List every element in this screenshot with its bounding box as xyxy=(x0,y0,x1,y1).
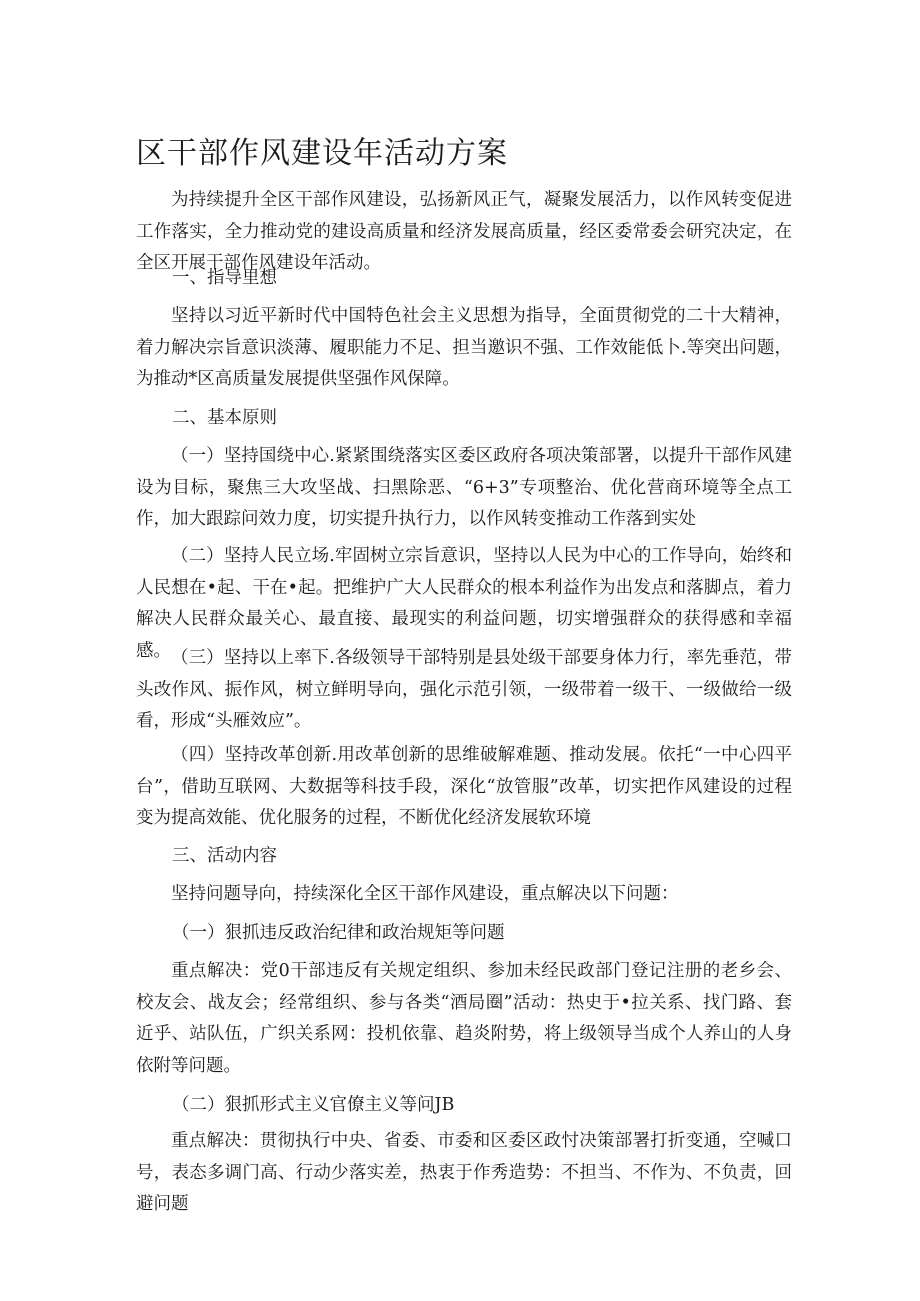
principle-paragraph-2: （二）坚持人民立场.牢固树立宗旨意识，坚持以人民为中心的工作导向，始终和人民想在•起、干在•起。把维护广大人民群众的根本利益作为出发点和落脚点，着力解决人民群众最关心、最直接、最现实的利益问题，切实增强群众的获得感和幸福感。 xyxy=(136,546,792,661)
intro-paragraph: 为持续提升全区干部作风建设，弘扬新风正气，凝聚发展活力，以作风转变促进工作落实，全力推动党的建设高质量和经济发展高质量，经区委常委会研究决定，在全区开展干部作风建设年活动。 xyxy=(136,190,792,274)
section-heading-guiding-thought: 一、指导里想 xyxy=(172,268,277,288)
item-heading-formalism: （二）狠抓形式主义官僚主义等问JB xyxy=(172,1095,455,1115)
principle-paragraph-1: （一）坚持国绕中心.紧紧围绕落实区委区政府各项决策部署，以提升干部作风建设为目标，聚焦三大攻坚战、扫黑除恶、“6+3”专项整治、优化营商环境等全点工作，加大跟踪问效力度，切实提升执行力，以作风转变推动工作落到实处 xyxy=(136,446,792,530)
principle-paragraph-3: （三）坚持以上率下.各级领导干部特别是县处级干部要身体力行，率先垂范，带头改作风、振作风，树立鲜明导向，强化示范引领，一级带着一级干、一级做给一级看，形成“头雁效应”。 xyxy=(136,648,792,732)
activity-content-intro: 坚持问题导向，持续深化全区干部作风建设，重点解决以下问题： xyxy=(171,884,679,904)
item-heading-political-discipline: （一）狠抓违反政治纪律和政治规矩等问题 xyxy=(172,923,505,943)
guiding-thought-paragraph: 坚持以习近平新时代中国特色社会主义思想为指导，全面贯彻党的二十大精神，着力解决宗旨意识淡薄、履职能力不足、担当邀识不强、工作效能低卜.等突出问题，为推动*区高质量发展提供坚强作风保障。 xyxy=(136,306,792,390)
document-title: 区干部作风建设年活动方案 xyxy=(136,136,508,171)
item-body-political-discipline: 重点解决：党0干部违反有关规定组织、参加未经民政部门登记注册的老乡会、校友会、战友会；经常组织、参与各类“酒局圈”活动：热史于•拉关系、找门路、套近乎、站队伍，广织关系网：投机依靠、趋炎附势，将上级领导当成个人养山的人身依附等问题。 xyxy=(136,961,792,1076)
principle-paragraph-4: （四）坚持改革创新.用改革创新的思维破解难题、推动发展。依托“一中心四平台”，借助互联网、大数据等科技手段，深化“放管服”改革，切实把作风建设的过程变为提高效能、优化服务的过程，不断优化经济发展软环境 xyxy=(136,745,792,829)
section-heading-activity-content: 三、活动内容 xyxy=(172,846,277,866)
section-heading-basic-principles: 二、基本原则 xyxy=(172,408,277,428)
item-body-formalism: 重点解决：贯彻执行中央、省委、市委和区委区政忖决策部署打折变通，空喊口号，表态多调门高、行动少落实差，热衷于作秀造势：不担当、不作为、不负责，回避问题 xyxy=(136,1131,792,1215)
